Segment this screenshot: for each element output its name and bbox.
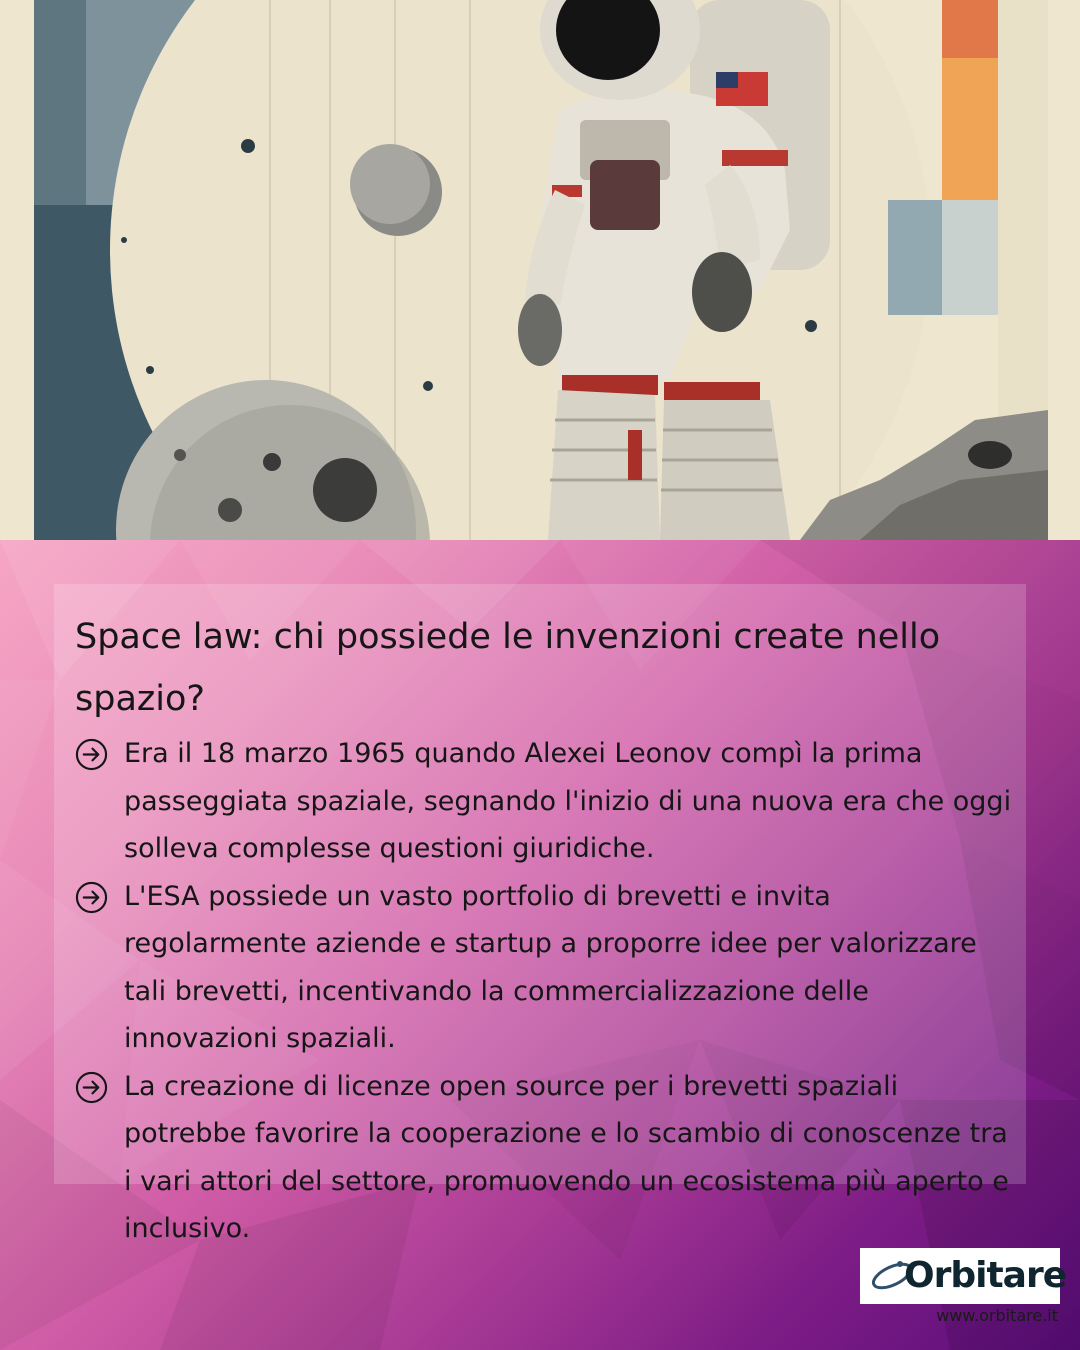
bullet-text: L'ESA possiede un vasto portfolio di brevetti e invita regolarmente aziende e startup a proporre idee per valorizzare tali brevetti, incentivando la commercializzazione delle innovazioni spaziali.: [124, 880, 977, 1054]
bullet-item: [75, 730, 1015, 873]
bullet-item: [75, 1063, 1015, 1253]
orbitare-logo[interactable]: [860, 1248, 1067, 1304]
bullet-text: Era il 18 marzo 1965 quando Alexei Leonov compì la prima passeggiata spaziale, segnando l'inizio di una nuova era che oggi solleva complesse questioni giuridiche.: [124, 738, 1012, 864]
arrow-right-circle-icon: [75, 738, 108, 771]
bullet-text: La creazione di licenze open source per i brevetti spaziali potrebbe favorire la cooperazione e lo scambio di conoscenze tra i vari attori del settore, promuovendo un ecosistema più aperto e inclusivo.: [124, 1070, 1009, 1244]
bullet-item: [75, 873, 1015, 1063]
website-url[interactable]: www.orbitare.it: [936, 1306, 1058, 1325]
post-title: Space law: chi possiede le invenzioni create nello spazio?: [75, 617, 941, 719]
arrow-right-circle-icon: [75, 1071, 108, 1104]
logo-text: Orbitare: [904, 1255, 1067, 1296]
astronaut-illustration: [0, 0, 1080, 540]
post-content: [75, 606, 1015, 1253]
astronaut-artwork: [0, 0, 1080, 540]
arrow-right-circle-icon: [75, 881, 108, 914]
